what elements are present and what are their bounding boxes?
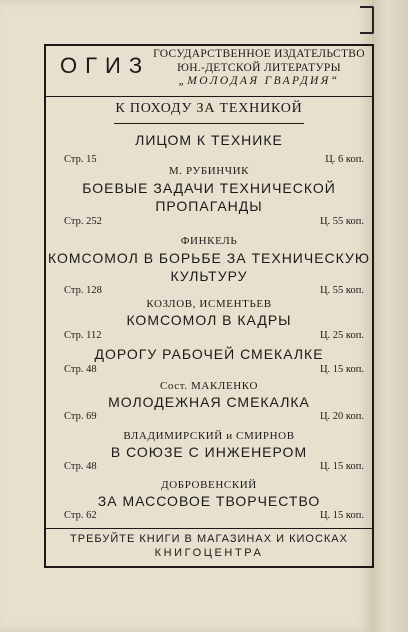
book-title: КОМСОМОЛ В КАДРЫ xyxy=(126,312,292,328)
book-author: ВЛАДИМИРСКИЙ и СМИРНОВ xyxy=(123,430,295,442)
book-author: ФИНКЕЛЬ xyxy=(180,235,238,247)
book-title: ЛИЦОМ К ТЕХНИКЕ xyxy=(135,132,283,148)
book-pages: Стр. 15 xyxy=(64,154,97,165)
book-title: ЗА МАССОВОЕ ТВОРЧЕСТВО xyxy=(97,493,321,509)
book-title: КОМСОМОЛ В БОРЬБЕ ЗА ТЕХНИЧЕСКУЮ xyxy=(47,250,370,266)
book-pages: Стр. 252 xyxy=(64,216,102,227)
book-title: МОЛОДЕЖНАЯ СМЕКАЛКА xyxy=(108,394,310,410)
book-title: КУЛЬТУРУ xyxy=(170,268,248,284)
advertisement-frame xyxy=(44,44,374,568)
book-pages: Стр. 62 xyxy=(64,510,97,521)
footer-line-1: ТРЕБУЙТЕ КНИГИ В МАГАЗИНАХ И КИОСКАХ xyxy=(70,533,348,545)
book-pages: Стр. 128 xyxy=(64,285,102,296)
publisher-logo: ОГИЗ xyxy=(60,53,151,78)
book-pages: Стр. 69 xyxy=(64,411,97,422)
book-author: КОЗЛОВ, ИСМЕНТЬЕВ xyxy=(146,298,272,310)
book-pages: Стр. 112 xyxy=(64,330,102,341)
book-price: Ц. 6 коп. xyxy=(325,154,364,165)
publisher-line-3: „МОЛОДАЯ ГВАРДИЯ“ xyxy=(178,75,340,87)
publisher-name xyxy=(150,48,368,89)
book-title: ДОРОГУ РАБОЧЕЙ СМЕКАЛКЕ xyxy=(94,346,324,362)
footer-divider xyxy=(46,528,372,529)
book-title: БОЕВЫЕ ЗАДАЧИ ТЕХНИЧЕСКОЙ xyxy=(82,180,336,196)
book-price: Ц. 15 коп. xyxy=(319,364,364,375)
book-price: Ц. 15 коп. xyxy=(319,510,364,521)
book-price: Ц. 25 коп. xyxy=(319,330,364,341)
book-pages: Стр. 48 xyxy=(64,364,97,375)
binding-mark xyxy=(360,6,374,34)
book-price: Ц. 55 коп. xyxy=(319,216,364,227)
book-author: Сост. МАКЛЕНКО xyxy=(159,380,259,392)
series-underline xyxy=(114,123,304,124)
publisher-line-2: ЮН.-ДЕТСКОЙ ЛИТЕРАТУРЫ xyxy=(177,61,341,74)
footer-line-2: КНИГОЦЕНТРА xyxy=(154,547,264,559)
book-author: М. РУБИНЧИК xyxy=(168,165,250,177)
book-pages: Стр. 48 xyxy=(64,461,97,472)
publisher-header xyxy=(46,46,372,97)
book-title: В СОЮЗЕ С ИНЖЕНЕРОМ xyxy=(110,444,308,460)
book-price: Ц. 20 коп. xyxy=(319,411,364,422)
series-title: К ПОХОДУ ЗА ТЕХНИКОЙ xyxy=(115,101,303,116)
book-title: ПРОПАГАНДЫ xyxy=(155,198,263,214)
book-author: ДОБРОВЕНСКИЙ xyxy=(161,479,257,491)
footer-notice xyxy=(46,532,372,560)
book-price: Ц. 15 коп. xyxy=(319,461,364,472)
book-price: Ц. 55 коп. xyxy=(319,285,364,296)
publisher-line-1: ГОСУДАРСТВЕННОЕ ИЗДАТЕЛЬСТВО xyxy=(153,48,365,60)
page-edge xyxy=(372,0,408,632)
